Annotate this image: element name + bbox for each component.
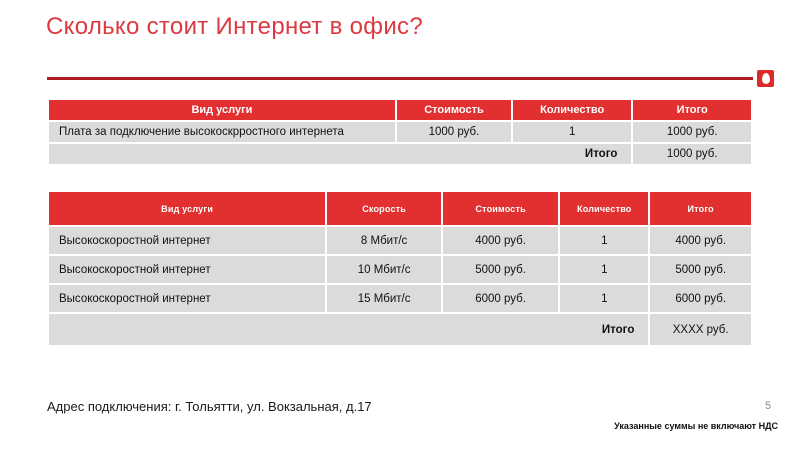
cell-total: 6000 руб. (650, 285, 751, 312)
table-row (49, 227, 751, 254)
cell-quantity: 1 (560, 285, 648, 312)
cell-speed: 15 Мбит/с (327, 285, 441, 312)
table-row (49, 122, 751, 142)
cell-total: 5000 руб. (650, 256, 751, 283)
column-header-service: Вид услуги (49, 192, 325, 225)
total-value: XXXX руб. (650, 314, 751, 345)
cell-total: 4000 руб. (650, 227, 751, 254)
cell-cost: 6000 руб. (443, 285, 558, 312)
cell-service: Высокоскоростной интернет (49, 285, 325, 312)
table-row (49, 285, 751, 312)
cell-cost: 1000 руб. (397, 122, 511, 142)
column-header-speed: Скорость (327, 192, 441, 225)
tariff-table-header-row (49, 192, 751, 225)
connection-address-text: Адрес подключения: г. Тольятти, ул. Вокзальная, д.17 (47, 399, 372, 414)
column-header-quantity: Количество (513, 100, 631, 120)
total-label: Итого (49, 144, 631, 164)
page-number: 5 (765, 400, 772, 412)
total-label: Итого (49, 314, 648, 345)
table-row (49, 256, 751, 283)
cell-service: Плата за подключение высокоскрростного интернета (49, 122, 395, 142)
brand-logo-icon (757, 70, 774, 87)
title-underline-rule (47, 77, 753, 80)
cell-quantity: 1 (560, 256, 648, 283)
connection-price-table (47, 98, 753, 166)
connection-table-header-row (49, 100, 751, 120)
column-header-service: Вид услуги (49, 100, 395, 120)
column-header-total: Итого (650, 192, 751, 225)
cell-quantity: 1 (513, 122, 631, 142)
total-row (49, 314, 751, 345)
vat-footnote: Указанные суммы не включают НДС (614, 421, 778, 431)
slide-title: Сколько стоит Интернет в офис? (46, 13, 424, 40)
cell-quantity: 1 (560, 227, 648, 254)
column-header-quantity: Количество (560, 192, 648, 225)
column-header-total: Итого (633, 100, 751, 120)
total-value: 1000 руб. (633, 144, 751, 164)
cell-cost: 4000 руб. (443, 227, 558, 254)
cell-service: Высокоскоростной интернет (49, 227, 325, 254)
total-row (49, 144, 751, 164)
cell-total: 1000 руб. (633, 122, 751, 142)
cell-service: Высокоскоростной интернет (49, 256, 325, 283)
column-header-cost: Стоимость (397, 100, 511, 120)
cell-cost: 5000 руб. (443, 256, 558, 283)
cell-speed: 8 Мбит/с (327, 227, 441, 254)
column-header-cost: Стоимость (443, 192, 558, 225)
egg-icon (762, 73, 770, 84)
cell-speed: 10 Мбит/с (327, 256, 441, 283)
tariff-price-table (47, 190, 753, 347)
